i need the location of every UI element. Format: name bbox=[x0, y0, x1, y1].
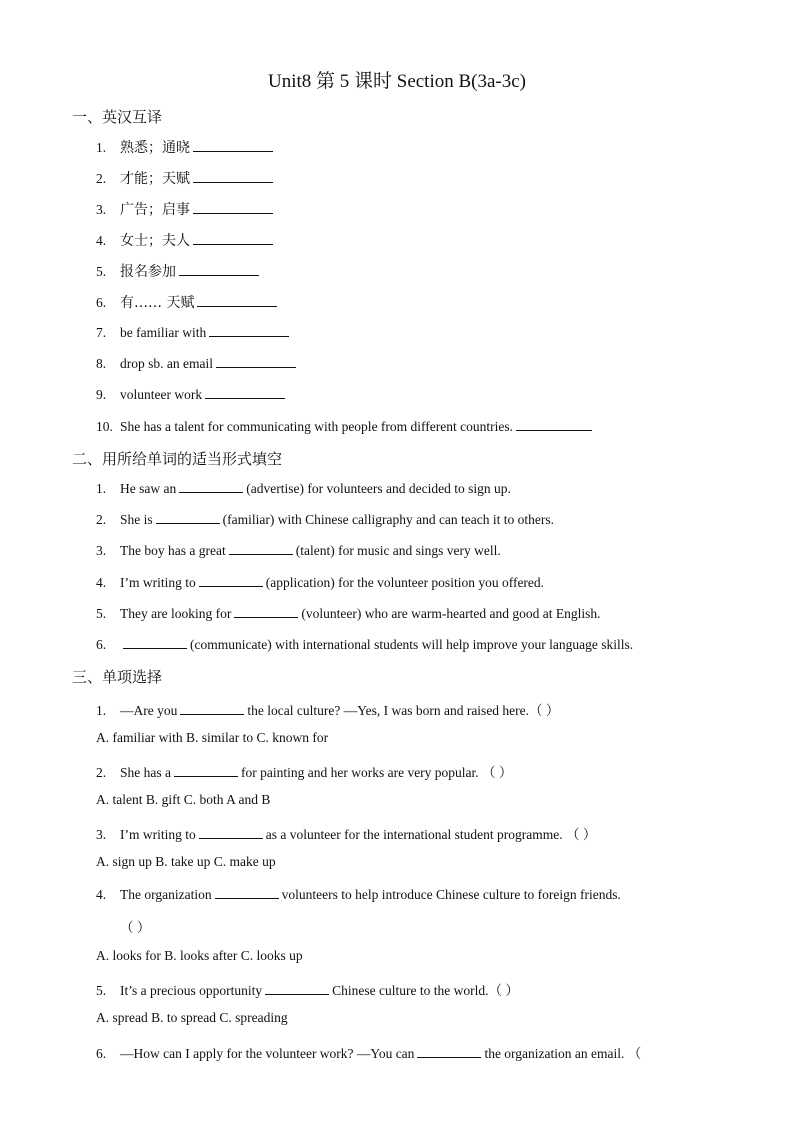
section-heading-translation: 一、英汉互译 bbox=[72, 108, 163, 126]
answer-blank[interactable] bbox=[215, 886, 279, 899]
list-item: 3. The boy has a great (talent) for music and sings very well. bbox=[96, 543, 501, 558]
question: 6. —How can I apply for the volunteer work? —You can the organization an email. （ bbox=[96, 1046, 642, 1061]
section-heading-multiple-choice: 三、单项选择 bbox=[72, 668, 163, 686]
list-item: 6. (communicate) with international students will help improve your language skills. bbox=[96, 637, 634, 652]
options: A. talent B. gift C. both A and B bbox=[96, 792, 271, 807]
list-item: 8. drop sb. an email bbox=[96, 355, 299, 372]
answer-blank[interactable] bbox=[156, 511, 220, 524]
list-item: 1. 熟悉；通晓 bbox=[96, 137, 276, 157]
list-item: 1. He saw an (advertise) for volunteers and decided to sign up. bbox=[96, 481, 511, 496]
options: A. spread B. to spread C. spreading bbox=[96, 1010, 288, 1025]
answer-blank[interactable] bbox=[229, 542, 293, 555]
list-item: 7. be familiar with bbox=[96, 324, 292, 341]
answer-blank[interactable] bbox=[193, 232, 273, 245]
question: 3. I’m writing to as a volunteer for the international student programme. （ ） bbox=[96, 827, 597, 842]
list-item: 6. 有…… 天赋 bbox=[96, 292, 280, 312]
answer-blank[interactable] bbox=[193, 139, 273, 152]
answer-blank[interactable] bbox=[417, 1045, 481, 1058]
answer-blank[interactable] bbox=[123, 636, 187, 649]
list-item: 4. I’m writing to (application) for the volunteer position you offered. bbox=[96, 575, 545, 590]
answer-blank[interactable] bbox=[209, 324, 289, 337]
question: 1. —Are you the local culture? —Yes, I was born and raised here.（ ） bbox=[96, 703, 560, 718]
section-heading-fill-blank: 二、用所给单词的适当形式填空 bbox=[72, 450, 283, 468]
answer-blank[interactable] bbox=[179, 480, 243, 493]
list-item: 10. She has a talent for communicating with people from different countries. bbox=[96, 418, 595, 435]
answer-blank[interactable] bbox=[193, 170, 273, 183]
list-item: 3. 广告；启事 bbox=[96, 199, 276, 219]
answer-blank[interactable] bbox=[265, 982, 329, 995]
list-item: 9. volunteer work bbox=[96, 386, 288, 403]
answer-blank[interactable] bbox=[516, 418, 592, 431]
answer-blank[interactable] bbox=[199, 826, 263, 839]
list-item: 5. 报名参加 bbox=[96, 261, 262, 281]
list-item: 2. She is (familiar) with Chinese calligraphy and can teach it to others. bbox=[96, 512, 555, 527]
answer-bracket[interactable]: （ ） bbox=[120, 920, 151, 935]
options: A. looks for B. looks after C. looks up bbox=[96, 948, 303, 963]
question: 4. The organization volunteers to help introduce Chinese culture to foreign friends. bbox=[96, 887, 621, 902]
answer-blank[interactable] bbox=[180, 702, 244, 715]
answer-blank[interactable] bbox=[199, 574, 263, 587]
answer-blank[interactable] bbox=[197, 294, 277, 307]
answer-blank[interactable] bbox=[193, 201, 273, 214]
list-item: 4. 女士；夫人 bbox=[96, 230, 276, 250]
options: A. familiar with B. similar to C. known for bbox=[96, 730, 329, 745]
answer-blank[interactable] bbox=[234, 605, 298, 618]
page-title: Unit8 第 5 课时 Section B(3a-3c) bbox=[267, 71, 527, 92]
answer-blank[interactable] bbox=[179, 263, 259, 276]
list-item: 2. 才能；天赋 bbox=[96, 168, 276, 188]
list-item: 5. They are looking for (volunteer) who are warm-hearted and good at English. bbox=[96, 606, 601, 621]
answer-blank[interactable] bbox=[205, 386, 285, 399]
question: 2. She has a for painting and her works are very popular. （ ） bbox=[96, 765, 513, 780]
question: 5. It’s a precious opportunity Chinese culture to the world.（ ） bbox=[96, 983, 519, 998]
answer-blank[interactable] bbox=[174, 764, 238, 777]
answer-blank[interactable] bbox=[216, 355, 296, 368]
options: A. sign up B. take up C. make up bbox=[96, 854, 276, 869]
